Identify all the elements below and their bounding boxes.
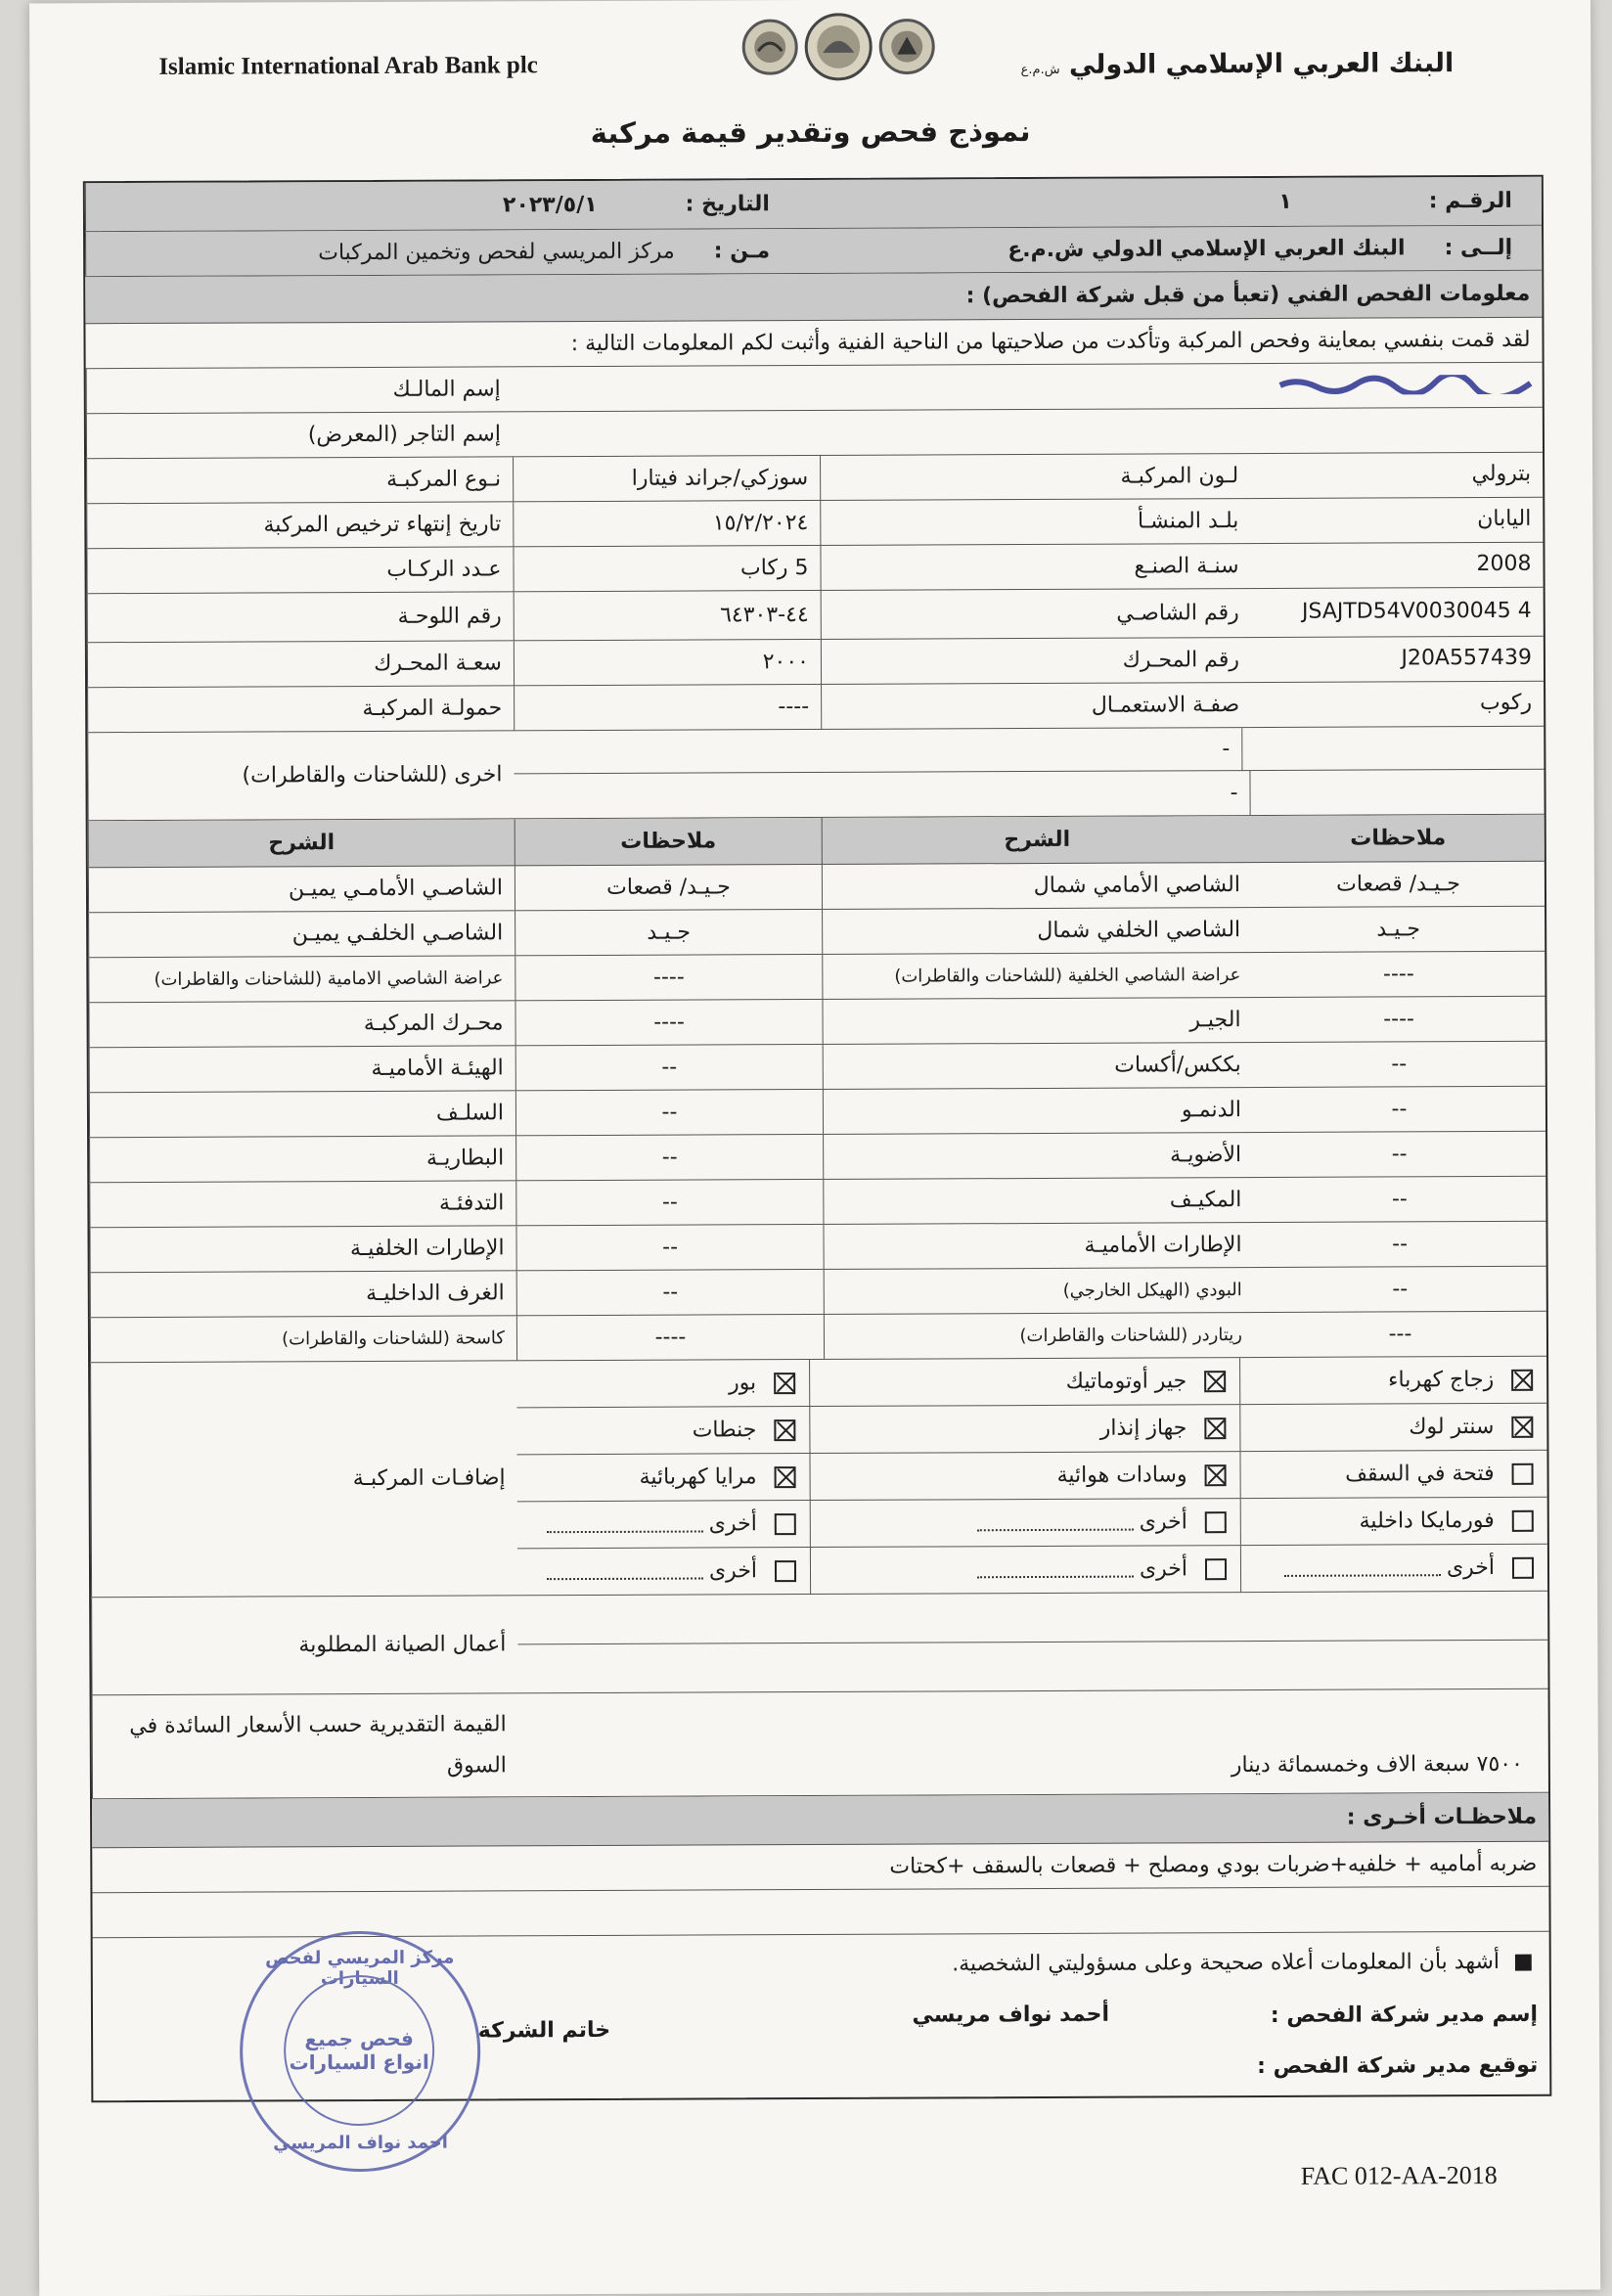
addition-label: أخرى xyxy=(1139,1509,1187,1535)
checkbox-icon[interactable] xyxy=(1512,1509,1534,1531)
vehicle-field-label: لـون المركبـة xyxy=(820,454,1250,500)
maintenance-label: أعمال الصيانة المطلوبة xyxy=(91,1596,517,1694)
vehicle-row xyxy=(86,498,1543,549)
addition-option[interactable] xyxy=(809,1452,1239,1500)
checkbox-icon[interactable] xyxy=(775,1560,796,1582)
manager-label: إسم مدير شركة الفحص : xyxy=(1270,2002,1539,2028)
condition-desc: الدنمـو xyxy=(823,1088,1253,1134)
bank-name-english: Islamic International Arab Bank plc xyxy=(158,52,538,80)
vehicle-field-label: حمولـة المركبـة xyxy=(87,686,514,732)
condition-note: جـيـد xyxy=(515,910,822,955)
company-stamp: مركز المريسي لفحص السيارات فحص جميع انواع السيارات احمد نواف المريسي xyxy=(240,1930,481,2172)
checkbox-icon[interactable] xyxy=(774,1419,795,1441)
addition-label: مرايا كهربائية xyxy=(639,1464,757,1490)
condition-note: -- xyxy=(515,1135,823,1180)
condition-desc: الشاصي الخلفي شمال xyxy=(822,908,1252,954)
checkbox-icon[interactable] xyxy=(1205,1558,1227,1580)
checkbox-icon[interactable] xyxy=(1204,1418,1226,1439)
vehicle-field-label: رقم المحـرك xyxy=(821,638,1251,684)
addition-label: أخرى xyxy=(1446,1554,1496,1581)
date-cell: التاريخ : ٢٠٢٣/٥/١ xyxy=(85,180,809,231)
vehicle-field-value: 5 ركاب xyxy=(513,546,820,591)
dealer-value xyxy=(513,408,1543,457)
condition-desc: البودي (الهيكل الخارجي) xyxy=(824,1268,1254,1314)
other-line-2: - xyxy=(1230,781,1238,806)
addition-label: بور xyxy=(728,1371,757,1396)
number-cell: الرقـم : ١ xyxy=(1278,188,1512,214)
checkbox-icon[interactable] xyxy=(775,1513,796,1535)
addition-option[interactable] xyxy=(810,1499,1240,1547)
addition-option[interactable] xyxy=(516,1360,809,1407)
vehicle-field-value: JSAJTD54V0030045 4 xyxy=(1301,599,1532,625)
owner-row xyxy=(86,363,1543,414)
dealer-label: إسم التاجر (المعرض) xyxy=(86,412,513,458)
vehicle-field-label: نـوع المركبـة xyxy=(86,457,513,503)
maintenance-row xyxy=(91,1592,1547,1695)
additions-line xyxy=(516,1357,1546,1409)
condition-header-notes-2: ملاحظات xyxy=(1350,826,1447,851)
notes-header-row xyxy=(92,1793,1548,1848)
additions-grid xyxy=(516,1357,1547,1596)
condition-note: ---- xyxy=(515,955,822,1000)
addition-label: زجاج كهرباء xyxy=(1388,1367,1495,1393)
dealer-row xyxy=(86,408,1543,459)
inspection-form xyxy=(83,175,1552,2102)
checkbox-icon[interactable] xyxy=(1512,1463,1534,1484)
condition-row xyxy=(89,1087,1545,1138)
section-title: معلومات الفحص الفني (تعبأ من قبل شركة الفحص) : xyxy=(965,281,1531,309)
addition-option[interactable] xyxy=(1240,1498,1547,1545)
maintenance-value xyxy=(517,1592,1547,1693)
condition-note: ---- xyxy=(515,1000,822,1045)
fill-in-line[interactable] xyxy=(977,1514,1134,1531)
condition-note: جـيـد/ قصعات xyxy=(1336,872,1460,897)
addition-label: فورمايكا داخلية xyxy=(1359,1508,1495,1534)
vehicle-field-value: ---- xyxy=(514,685,821,730)
condition-note: جـيـد xyxy=(1376,917,1421,942)
fill-in-line[interactable] xyxy=(1284,1560,1441,1577)
addition-option[interactable] xyxy=(809,1405,1239,1453)
condition-desc: عراضة الشاصي الخلفية (للشاحنات والقاطرات) xyxy=(822,953,1252,999)
condition-note: -- xyxy=(515,1180,823,1225)
form-title: نموذج فحص وتقدير قيمة مركبة xyxy=(590,114,1031,150)
condition-row xyxy=(88,952,1545,1003)
logo-emblem-center xyxy=(803,12,873,82)
addition-label: فتحة في السقف xyxy=(1345,1461,1495,1487)
condition-row xyxy=(88,862,1545,913)
addition-option[interactable] xyxy=(810,1546,1240,1594)
condition-desc: الإطارات الأماميـة xyxy=(823,1223,1253,1269)
condition-note: -- xyxy=(1392,1277,1409,1302)
additions-line xyxy=(517,1498,1547,1550)
addition-label: أخرى xyxy=(708,1511,757,1537)
additions-line xyxy=(517,1545,1547,1596)
condition-header-notes-1: ملاحظات xyxy=(515,818,822,865)
condition-note: -- xyxy=(1391,1187,1408,1212)
condition-note: -- xyxy=(1391,1142,1408,1167)
checkbox-icon[interactable] xyxy=(1511,1369,1533,1390)
addition-option[interactable] xyxy=(1239,1404,1546,1451)
vehicle-field-label: رقم الشاصـي xyxy=(821,589,1251,639)
vehicle-field-label: عـدد الركـاب xyxy=(86,547,513,593)
condition-header-row xyxy=(88,815,1545,868)
checkbox-icon[interactable] xyxy=(775,1466,796,1488)
condition-row xyxy=(90,1312,1546,1363)
date-number-row xyxy=(85,177,1542,232)
checkbox-icon[interactable] xyxy=(1511,1416,1533,1437)
bank-logo xyxy=(736,11,941,82)
condition-header-desc-1: الشرح xyxy=(88,819,515,867)
condition-note: -- xyxy=(515,1225,823,1270)
vehicle-field-value: ٤٤-٦٤٣٠٣ xyxy=(514,591,821,640)
vehicle-field-value: اليابان xyxy=(1477,507,1532,532)
condition-note: --- xyxy=(1388,1322,1412,1347)
checkbox-icon[interactable] xyxy=(774,1373,795,1394)
condition-desc: الغرف الداخليـة xyxy=(90,1271,516,1317)
addition-label: أخرى xyxy=(1139,1556,1188,1582)
manager-name: أحمد نواف مريسي xyxy=(912,2002,1110,2028)
vehicle-row xyxy=(86,453,1543,504)
condition-desc: التدفئـة xyxy=(89,1181,515,1227)
vehicle-row xyxy=(87,637,1544,688)
other-values xyxy=(514,727,1544,819)
condition-note: -- xyxy=(1391,1097,1408,1122)
declaration-row xyxy=(85,318,1542,369)
vehicle-field-label: صفـة الاستعمـال xyxy=(821,683,1251,729)
valuation-label: القيمة التقديرية حسب الأسعار السائدة في السوق xyxy=(92,1693,518,1798)
vehicle-field-value: ركوب xyxy=(1479,691,1533,716)
to-cell: إلــى : البنك العربي الإسلامي الدولي ش.م.ع xyxy=(1008,235,1513,263)
additions-line xyxy=(516,1451,1546,1503)
addition-option[interactable] xyxy=(1239,1357,1546,1404)
redaction-scribble xyxy=(1278,375,1533,395)
condition-note: -- xyxy=(1391,1052,1408,1077)
condition-desc: الهيئـة الأماميـة xyxy=(89,1046,515,1092)
valuation-row xyxy=(92,1689,1548,1799)
condition-note: -- xyxy=(516,1270,824,1315)
vehicle-field-label: بلـد المنشـأ xyxy=(820,499,1250,545)
addition-label: جهاز إنذار xyxy=(1099,1416,1187,1441)
form-page xyxy=(29,0,1600,2296)
vehicle-field-value: بترولي xyxy=(1471,462,1532,487)
condition-row xyxy=(89,1222,1545,1273)
notes-label: ملاحظـات أخـرى : xyxy=(1346,1804,1538,1830)
owner-label: إسم المالـك xyxy=(86,367,513,413)
condition-desc: المكيـف xyxy=(823,1178,1253,1224)
addition-option[interactable] xyxy=(1240,1545,1547,1592)
condition-desc: الأضويـة xyxy=(823,1133,1253,1179)
declaration-text: لقد قمت بنفسي بمعاينة وفحص المركبة وتأكدت من صلاحيتها من الناحية الفنية وأثبت لكم المعلومات التالية : xyxy=(570,327,1531,357)
certify-text: ■ أشهد بأن المعلومات أعلاه صحيحة وعلى مسؤوليتي الشخصية. xyxy=(952,1949,1534,1977)
logo-emblem-right xyxy=(877,17,936,75)
addition-option[interactable] xyxy=(517,1548,810,1595)
additions-label: إضافـات المركبـة xyxy=(90,1361,517,1597)
stamp-label: خاتم الشركة xyxy=(477,2017,611,2044)
vehicle-row xyxy=(87,682,1544,733)
additions-line xyxy=(516,1404,1546,1456)
checkbox-icon[interactable] xyxy=(1204,1371,1226,1392)
condition-header-desc-2: الشرح xyxy=(822,816,1252,864)
addition-label: وسادات هوائية xyxy=(1056,1463,1187,1488)
section-title-row xyxy=(85,271,1542,324)
vehicle-row xyxy=(87,588,1544,643)
condition-table xyxy=(88,862,1546,1363)
other-line-1: - xyxy=(1222,737,1231,762)
checkbox-icon[interactable] xyxy=(1205,1464,1227,1486)
from-to-row xyxy=(85,226,1542,277)
notes-text-row xyxy=(92,1842,1548,1893)
condition-row xyxy=(89,1132,1545,1183)
form-code: FAC 012-AA-2018 xyxy=(1300,2160,1498,2190)
condition-row xyxy=(88,907,1545,958)
checkbox-icon[interactable] xyxy=(1205,1511,1227,1533)
vehicle-field-label: سعـة المحـرك xyxy=(87,641,514,687)
condition-desc: الجيـر xyxy=(822,998,1252,1044)
from-cell: مـن : مركز المريسي لفحص وتخمين المركبات xyxy=(85,229,809,276)
addition-option[interactable] xyxy=(516,1454,809,1501)
condition-row xyxy=(89,1177,1545,1228)
bank-name-arabic: البنك العربي الإسلامي الدولي ش.م.ع xyxy=(1020,48,1455,80)
condition-note: جـيـد/ قصعات xyxy=(515,865,822,910)
signature-label: توقيع مدير شركة الفحص : xyxy=(1257,2052,1539,2080)
addition-option[interactable] xyxy=(517,1501,810,1548)
condition-note: ---- xyxy=(1383,1007,1414,1032)
checkbox-icon[interactable] xyxy=(1512,1556,1534,1578)
vehicle-field-value: ١٥/٢/٢٠٢٤ xyxy=(513,501,820,546)
condition-note: -- xyxy=(515,1045,823,1090)
condition-desc: الإطارات الخلفيـة xyxy=(89,1226,515,1272)
other-label: اخرى (للشاحنات والقاطرات) xyxy=(87,731,514,820)
condition-desc: ريتاردر (للشاحنات والقاطرات) xyxy=(824,1313,1254,1359)
condition-desc: بككس/أكسات xyxy=(823,1043,1253,1089)
vehicle-field-label: رقم اللوحـة xyxy=(87,592,514,642)
condition-row xyxy=(90,1267,1546,1318)
additions-row xyxy=(90,1357,1547,1598)
condition-note: -- xyxy=(1392,1232,1409,1257)
addition-label: سنتر لوك xyxy=(1409,1414,1495,1440)
vehicle-field-value: ٢٠٠٠ xyxy=(514,640,821,685)
vehicle-field-label: تاريخ إنتهاء ترخيص المركبة xyxy=(86,502,513,548)
condition-desc: محـرك المركبـة xyxy=(88,1001,515,1047)
notes-blank-row xyxy=(92,1887,1548,1938)
fill-in-line[interactable] xyxy=(547,1516,703,1533)
condition-row xyxy=(88,997,1545,1048)
fill-in-line[interactable] xyxy=(547,1563,703,1580)
vehicle-row xyxy=(86,543,1543,594)
condition-desc: الشاصي الأمامي شمال xyxy=(822,863,1252,909)
condition-row xyxy=(89,1042,1545,1093)
addition-option[interactable] xyxy=(809,1358,1239,1406)
condition-note: -- xyxy=(515,1090,823,1135)
vehicle-field-value: سوزكي/جراند فيتارا xyxy=(513,456,820,501)
addition-label: أخرى xyxy=(708,1558,758,1584)
addition-option[interactable] xyxy=(1239,1451,1546,1498)
condition-desc: البطاريـة xyxy=(89,1136,515,1182)
notes-text: ضربه أماميه + خلفيه+ضربات بودي ومصلح + قصعات بالسقف +كحتات xyxy=(889,1851,1538,1879)
vehicle-field-value: J20A557439 xyxy=(1401,646,1532,671)
condition-desc: عراضة الشاصي الامامية (للشاحنات والقاطرات) xyxy=(88,956,515,1002)
other-row xyxy=(87,727,1544,821)
valuation-value: ٧٥٠٠ سبعة الاف وخمسمائة دينار xyxy=(1231,1751,1523,1778)
fill-in-line[interactable] xyxy=(977,1561,1134,1578)
vehicle-info xyxy=(86,453,1544,733)
addition-label: جير أوتوماتيك xyxy=(1065,1369,1187,1394)
condition-desc: الشاصـي الخلفـي يميـن xyxy=(88,911,515,957)
addition-option[interactable] xyxy=(516,1407,809,1454)
addition-label: جنطات xyxy=(692,1418,757,1443)
vehicle-field-value: 2008 xyxy=(1476,552,1532,577)
condition-note: ---- xyxy=(1382,962,1414,987)
condition-desc: السلـف xyxy=(89,1091,515,1137)
condition-note: ---- xyxy=(516,1315,824,1360)
owner-value xyxy=(513,363,1543,412)
vehicle-field-label: سنـة الصنـع xyxy=(820,544,1250,590)
condition-desc: كاسحة (للشاحنات والقاطرات) xyxy=(90,1316,516,1362)
condition-desc: الشاصـي الأمامـي يميـن xyxy=(88,866,515,912)
logo-emblem-left xyxy=(740,18,799,76)
